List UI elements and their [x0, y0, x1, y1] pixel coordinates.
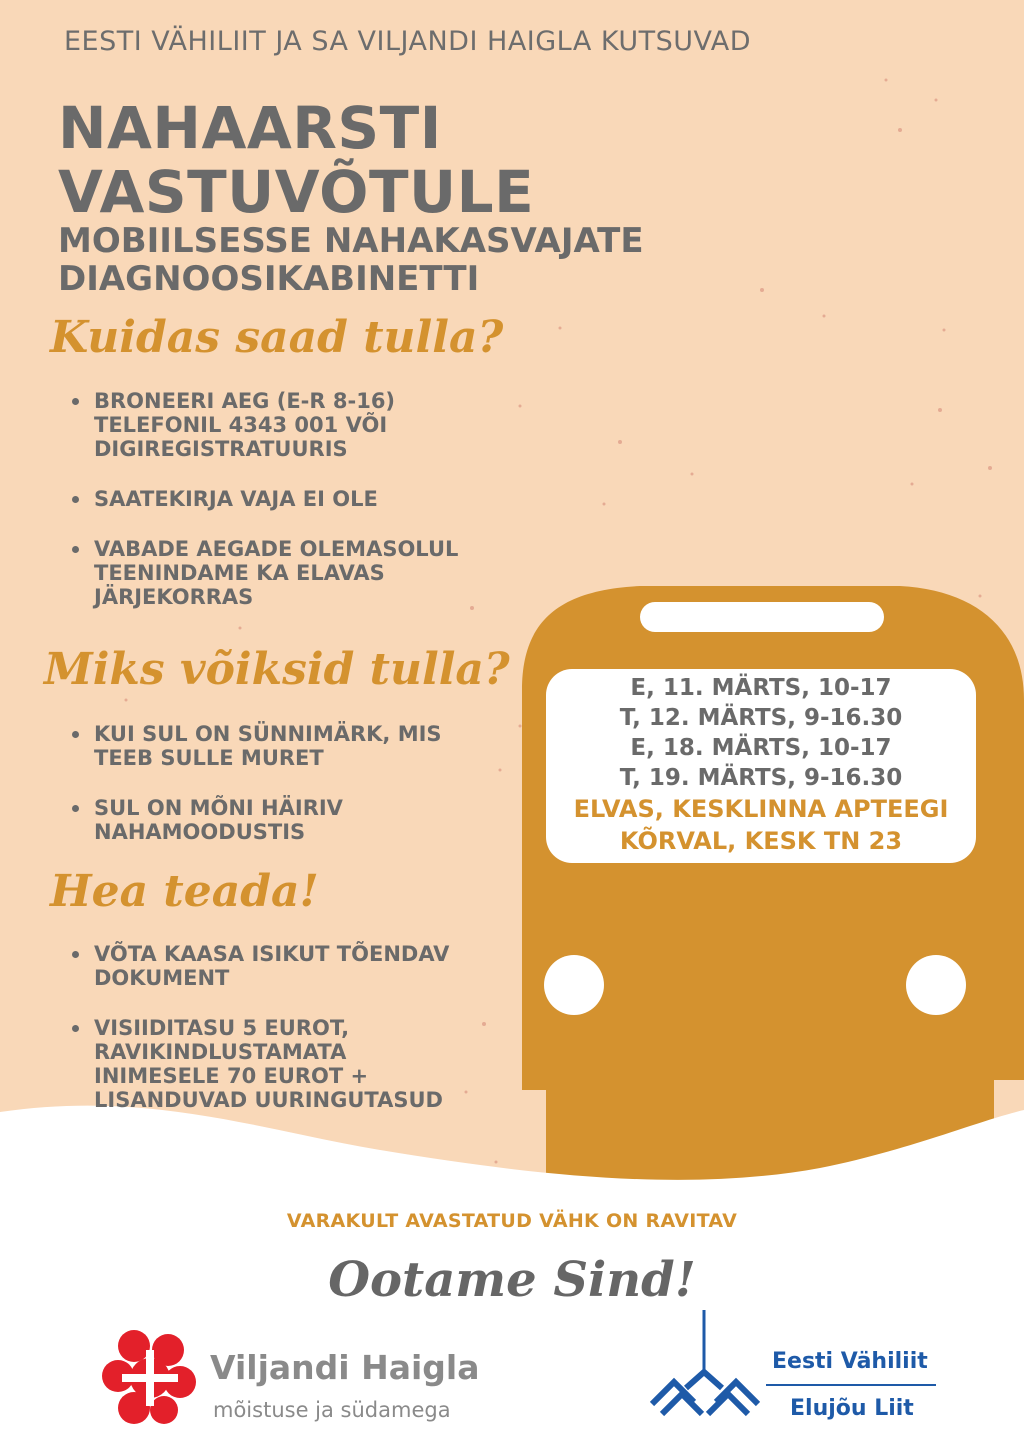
bus-window-schedule — [546, 669, 976, 863]
list-item: VÕTA KAASA ISIKUT TÕENDAV DOKUMENT — [70, 942, 490, 990]
how-list — [70, 389, 530, 635]
list-item: SUL ON MÕNI HÄIRIV NAHAMOODUSTIS — [70, 796, 490, 844]
eesti-vahiliit-logo-icon — [650, 1310, 760, 1434]
section-heading-why: Miks võiksid tulla? — [44, 644, 510, 695]
closing-text: Ootame Sind! — [328, 1252, 696, 1308]
list-item: VABADE AEGADE OLEMASOLUL TEENINDAME KA ELAVAS JÄRJEKORRAS — [70, 537, 530, 609]
list-item: VISIIDITASU 5 EUROT, RAVIKINDLUSTAMATA INIMESELE 70 EUROT + LISANDUVAD UURINGUTASUD — [70, 1016, 490, 1112]
schedule-place: ELVAS, KESKLINNA APTEEGI — [573, 795, 949, 823]
intro-text: EESTI VÄHILIIT JA SA VILJANDI HAIGLA KUTSUVAD — [64, 26, 752, 57]
title-line: NAHAARSTI — [58, 94, 442, 162]
schedule-date: T, 19. MÄRTS, 9-16.30 — [619, 765, 903, 791]
section-heading-good-to-know: Hea teada! — [50, 866, 319, 917]
schedule-date: E, 11. MÄRTS, 10-17 — [630, 675, 892, 701]
eesti-vahiliit-subname: Elujõu Liit — [790, 1396, 914, 1421]
slogan: VARAKULT AVASTATUD VÄHK ON RAVITAV — [286, 1210, 738, 1232]
page-subtitle — [58, 222, 818, 298]
list-item: BRONEERI AEG (E-R 8-16) TELEFONIL 4343 001 VÕI DIGIREGISTRATUURIS — [70, 389, 530, 461]
subtitle-line: MOBIILSESSE NAHAKASVAJATE — [58, 221, 644, 261]
section-heading-how: Kuidas saad tulla? — [50, 312, 504, 363]
list-item: KUI SUL ON SÜNNIMÄRK, MIS TEEB SULLE MURET — [70, 722, 490, 770]
eesti-vahiliit-name: Eesti Vähiliit — [772, 1349, 928, 1374]
list-item: SAATEKIRJA VAJA EI OLE — [70, 487, 530, 511]
good-to-know-list — [70, 942, 490, 1138]
schedule-dates — [546, 669, 976, 793]
title-line: VASTUVÕTULE — [58, 158, 535, 226]
page-title — [58, 96, 758, 224]
viljandi-haigla-name: Viljandi Haigla — [210, 1348, 480, 1387]
viljandi-haigla-logo-icon — [100, 1328, 200, 1428]
subtitle-line: DIAGNOOSIKABINETTI — [58, 259, 480, 299]
logo-divider — [766, 1384, 936, 1386]
viljandi-haigla-tagline: mõistuse ja südamega — [213, 1398, 451, 1422]
why-list — [70, 722, 490, 870]
schedule-date: T, 12. MÄRTS, 9-16.30 — [619, 705, 903, 731]
schedule-place: KÕRVAL, KESK TN 23 — [619, 827, 903, 855]
schedule-date: E, 18. MÄRTS, 10-17 — [630, 735, 892, 761]
